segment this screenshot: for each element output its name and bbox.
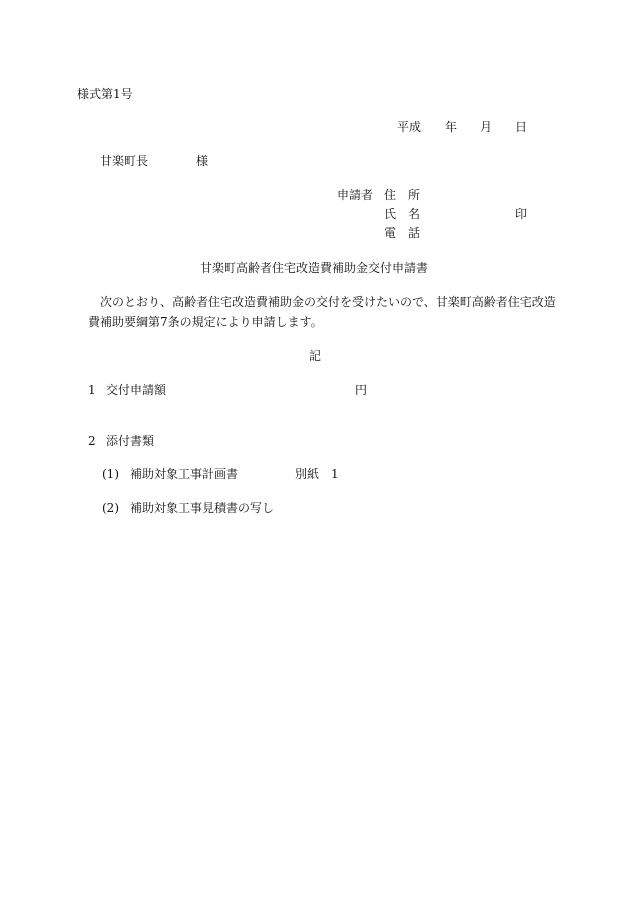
applicant-heading: 申請者 bbox=[337, 188, 374, 202]
item-2-label: 添付書類 bbox=[106, 434, 155, 448]
date-day: 日 bbox=[515, 120, 528, 134]
date-year: 年 bbox=[445, 120, 458, 134]
document-title: 甘楽町高齢者住宅改造費補助金交付申請書 bbox=[200, 261, 429, 275]
phone-label: 電 話 bbox=[384, 226, 421, 240]
subitem-1-note: 別紙 1 bbox=[295, 467, 339, 481]
addressee-name: 甘楽町長 bbox=[100, 154, 149, 168]
item-2-number: 2 bbox=[88, 434, 96, 448]
subitem-1-label: 補助対象工事計画書 bbox=[130, 467, 239, 481]
addressee-honorific: 様 bbox=[196, 154, 209, 168]
item-1-number: 1 bbox=[88, 383, 96, 397]
body-line-2: 費補助要綱第7条の規定により申請します。 bbox=[88, 315, 323, 329]
item-1-unit: 円 bbox=[355, 383, 368, 397]
address-label: 住 所 bbox=[384, 188, 421, 202]
date-month: 月 bbox=[480, 120, 493, 134]
subitem-2-label: 補助対象工事見積書の写し bbox=[130, 501, 275, 515]
record-mark: 記 bbox=[309, 349, 322, 363]
item-1-label: 交付申請額 bbox=[106, 383, 167, 397]
subitem-2-number: (2) bbox=[102, 501, 119, 515]
subitem-1-number: (1) bbox=[102, 467, 119, 481]
seal-mark: 印 bbox=[515, 207, 528, 221]
date-era: 平成 bbox=[397, 120, 422, 134]
name-label: 氏 名 bbox=[384, 207, 421, 221]
form-number: 様式第1号 bbox=[77, 87, 133, 101]
body-line-1: 次のとおり、高齢者住宅改造費補助金の交付を受けたいので、甘楽町高齢者住宅改造 bbox=[100, 295, 556, 309]
